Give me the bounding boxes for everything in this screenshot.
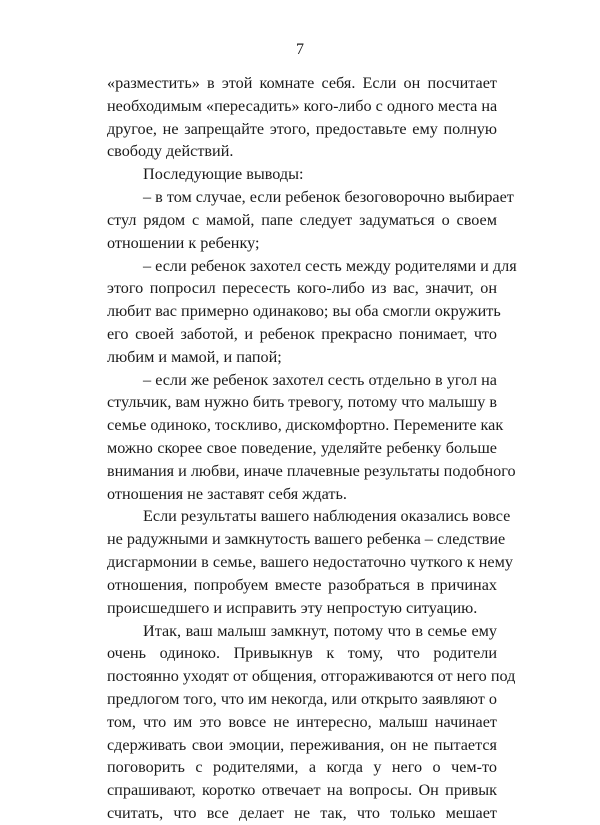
text-line: «разместить» в этой комнате себя. Если он посчитает [107,74,497,92]
text-line: можно скорее свое поведение, уделяйте ребенку больше [107,439,497,457]
text-line: дисгармонии в семье, вашего недостаточно чуткого к нему [107,553,513,572]
text-line: стул рядом с мамой, папе следует задуматься о своем [107,210,497,229]
text-line: – если же ребенок захотел сесть отдельно в угол на [143,370,497,389]
text-line: семье одиноко, тоскливо, дискомфортно. Перемените как [107,416,504,435]
text-line: необходимым «пересадить» кого-либо с одного места на [107,96,498,115]
text-line: поговорить с родителями, а когда у него о чем-то [107,758,497,777]
text-line: его своей заботой, и ребенок прекрасно понимает, что [107,324,497,343]
text-line: этого попросил пересесть кого-либо из вас, значит, он [107,279,497,298]
text-line: очень одиноко. Привыкнув к тому, что родители [107,644,497,663]
text-line: любит вас примерно одинаково; вы оба смогли окружить [107,302,501,321]
text-line: отношения не заставят себя ждать. [107,484,347,503]
text-line: – в том случае, если ребенок безоговорочно выбирает [143,188,514,207]
text-line: Итак, ваш малыш замкнут, потому что в семье ему [143,621,497,640]
text-line: не радужными и замкнутость вашего ребенка – следствие [107,530,506,549]
text-line: происшедшего и исправить эту непростую ситуацию. [107,598,478,617]
text-line: спрашивают, коротко отвечает на вопросы. Он привык [107,781,497,800]
text-line: отношении к ребенку; [107,233,260,252]
text-line: отношения, попробуем вместе разобраться в причинах [107,575,497,594]
text-line: – если ребенок захотел сесть между родителями и для [143,256,517,275]
text-line: сдерживать свои эмоции, переживания, он не пытается [107,735,497,754]
text-line: постоянно уходят от общения, отгораживаются от него под [107,667,516,686]
text-line: свободу действий. [107,142,234,161]
text-line: другое, не запрещайте этого, предоставьте ему полную [107,119,497,138]
page-number: 7 [296,41,304,58]
text-line: предлогом того, что им некогда, или открыто заявляют о [107,689,497,708]
text-line: стульчик, вам нужно бить тревогу, потому что малышу в [107,393,498,412]
text-line: внимания и любви, иначе плачевные результаты подобного [107,461,516,480]
text-line: любим и мамой, и папой; [107,347,282,366]
text-line: Если результаты вашего наблюдения оказались вовсе [143,507,511,526]
text-line: Последующие выводы: [143,165,304,184]
body-text [107,72,517,825]
text-line: считать, что все делает не так, что только мешает [107,804,497,822]
text-line: том, что им это вовсе не интересно, малыш начинает [107,712,497,731]
